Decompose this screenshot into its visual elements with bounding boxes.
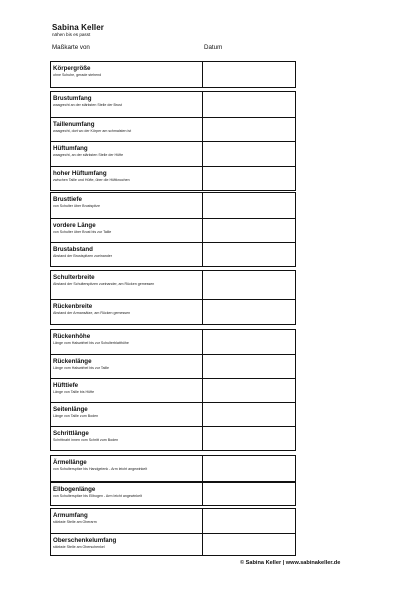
measurement-row (51, 242, 295, 266)
measurement-name: Rückenlänge (53, 358, 92, 365)
measurement-label-cell (51, 118, 203, 141)
measurement-label-cell (51, 219, 203, 242)
measurement-row (51, 62, 295, 87)
measurement-value-field[interactable] (203, 243, 295, 266)
measurement-value-field[interactable] (203, 300, 295, 324)
measurement-name: Brusttiefe (53, 196, 82, 203)
measurement-group (50, 329, 296, 451)
measurement-name: Rückenbreite (53, 303, 93, 310)
measurement-description: ohne Schuhe, gerade stehend (53, 72, 102, 77)
measurement-row (51, 117, 295, 141)
measurement-label-cell (51, 92, 203, 117)
measurement-group (50, 192, 296, 267)
measurement-label-cell (51, 534, 203, 555)
measurement-row (51, 166, 295, 190)
measurement-name: Schulterbreite (53, 274, 95, 281)
measurement-label-cell (51, 243, 203, 266)
measurement-name: Brustabstand (53, 246, 93, 253)
measurement-name: Ellbogenlänge (53, 486, 96, 493)
measurement-description: Länge von Taille zum Boden (53, 413, 99, 418)
measurement-label-cell (51, 330, 203, 354)
measurement-label-cell (51, 509, 203, 533)
measurement-description: von Schulterspitze bis Handgelenk - Arm leicht angewinkelt (53, 466, 148, 471)
brand-subtitle: nähen bis es passt (52, 32, 91, 37)
measurement-row (51, 271, 295, 299)
measurement-value-field[interactable] (203, 427, 295, 450)
measurement-label-cell (51, 193, 203, 218)
measurement-value-field[interactable] (203, 355, 295, 378)
measurement-label-cell (51, 483, 203, 505)
measurement-description: stärkste Stelle am Oberarm (53, 519, 97, 524)
measurement-label-cell (51, 300, 203, 324)
measurement-name: hoher Hüftumfang (53, 170, 107, 177)
measurement-row (51, 218, 295, 242)
measurement-name: Brustumfang (53, 95, 92, 102)
measurement-value-field[interactable] (203, 271, 295, 299)
measurement-name: vordere Länge (53, 222, 96, 229)
measurement-description: Länge vom Halswirbel bis zur Taille (53, 365, 110, 370)
brand-block (52, 23, 104, 38)
measurement-value-field[interactable] (203, 92, 295, 117)
measurement-value-field[interactable] (203, 379, 295, 402)
measurement-row (51, 426, 295, 450)
measurement-card-owner-label: Maßkarte von (52, 44, 90, 51)
measurement-group (50, 91, 296, 191)
measurement-name: Hüfttiefe (53, 382, 79, 389)
measurement-label-cell (51, 167, 203, 190)
measurement-name: Armumfang (53, 512, 88, 519)
measurement-label-cell (51, 355, 203, 378)
measurement-description: Schrittnaht innen vom Schritt zum Boden (53, 437, 119, 442)
measurement-label-cell (51, 271, 203, 299)
measurement-row (51, 92, 295, 117)
measurement-description: zwischen Taille und Hüfte, über die Hüftknochen (53, 177, 130, 182)
measurement-name: Körpergröße (53, 65, 91, 72)
measurement-name: Rückenhöhe (53, 333, 91, 340)
measurement-row (51, 193, 295, 218)
measurement-value-field[interactable] (203, 509, 295, 533)
measurement-description: Länge von Taille bis Hüfte (53, 389, 95, 394)
measurement-name: Taillenumfang (53, 121, 95, 128)
brand-name: Sabina Keller (52, 23, 104, 32)
measurement-label-cell (51, 456, 203, 481)
measurement-description: stärkste Stelle am Oberschenkel (53, 544, 105, 549)
measurement-row (51, 402, 295, 426)
measurement-label-cell (51, 62, 203, 87)
measurement-value-field[interactable] (203, 456, 295, 481)
measurement-value-field[interactable] (203, 62, 295, 87)
measurement-group (50, 61, 296, 88)
measurement-name: Oberschenkelumfang (53, 537, 117, 544)
measurement-value-field[interactable] (203, 330, 295, 354)
measurement-group (50, 455, 296, 506)
measurement-name: Ärmellänge (53, 459, 87, 466)
measurement-row (51, 456, 295, 481)
measurement-description: Länge vom Halswirbel bis zur Schulterblatthöhe (53, 340, 129, 345)
measurement-name: Schrittlänge (53, 430, 89, 437)
measurement-value-field[interactable] (203, 403, 295, 426)
measurement-value-field[interactable] (203, 142, 295, 166)
measurement-name: Seitenlänge (53, 406, 88, 413)
measurement-name: Hüftumfang (53, 145, 88, 152)
measurement-description: Abstand der Schulterspitzen zueinander, am Rücken gemessen (53, 281, 155, 286)
measurement-row (51, 330, 295, 354)
measurement-group (50, 508, 296, 556)
measurement-value-field[interactable] (203, 167, 295, 190)
measurement-label-cell (51, 379, 203, 402)
measurement-label-cell (51, 427, 203, 450)
measurement-description: waagrecht, an der stärksten Stelle der Hüfte (53, 152, 124, 157)
measurement-description: waagrecht an der stärksten Stelle der Brust (53, 102, 122, 107)
measurement-value-field[interactable] (203, 483, 295, 505)
measurement-value-field[interactable] (203, 534, 295, 555)
measurement-label-cell (51, 403, 203, 426)
measurement-row (51, 378, 295, 402)
measurement-row (51, 509, 295, 533)
measurement-description: von Schulterspitze bis Ellbogen - Arm leicht angewinkelt (53, 493, 142, 498)
measurement-row (51, 299, 295, 324)
measurement-description: von Schulter über Brust bis zur Taille (53, 229, 112, 234)
measurement-row (51, 141, 295, 166)
measurement-group (50, 270, 296, 325)
measurement-description: Abstand der Brustspitzen zueinander (53, 253, 112, 258)
measurement-value-field[interactable] (203, 219, 295, 242)
measurement-row (51, 354, 295, 378)
measurement-description: Abstand der Armansätze, am Rücken gemessen (53, 310, 131, 315)
measurement-value-field[interactable] (203, 118, 295, 141)
date-label: Datum (204, 44, 223, 51)
measurement-label-cell (51, 142, 203, 166)
measurement-row (51, 481, 295, 505)
measurement-row (51, 533, 295, 555)
measurement-description: von Schulter über Brustspitze (53, 203, 100, 208)
measurement-value-field[interactable] (203, 193, 295, 218)
measurement-description: waagrecht, dort wo der Körper am schmalsten ist (53, 128, 132, 133)
copyright-footer: © Sabina Keller | www.sabinakeller.de (240, 560, 341, 566)
